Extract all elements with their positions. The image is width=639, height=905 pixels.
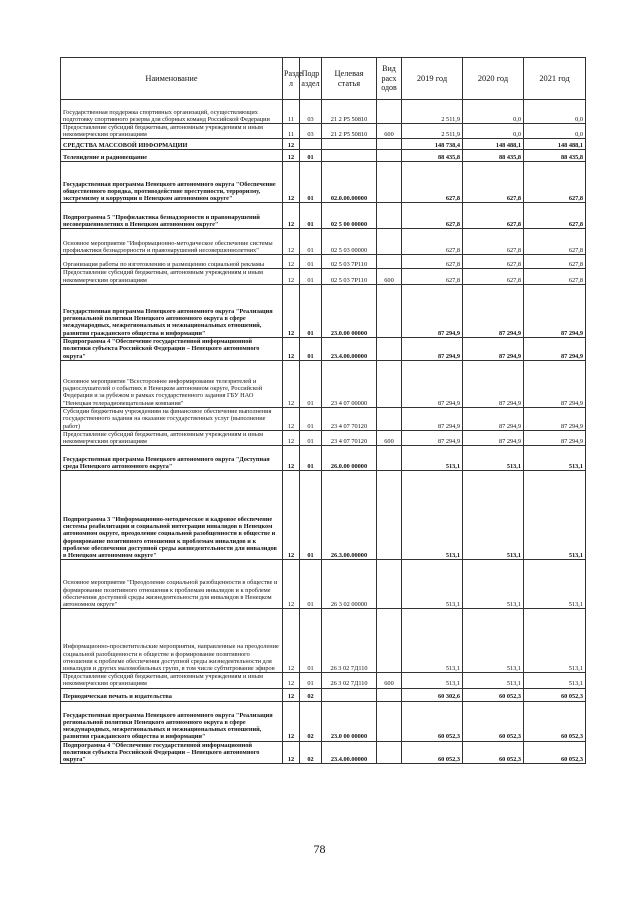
cell-pr: 02 [300, 688, 322, 701]
cell-cs: 23.4.00.00000 [322, 337, 377, 360]
cell-y2019: 87 294,9 [402, 284, 463, 337]
cell-pr: 01 [300, 150, 322, 162]
cell-y2020: 60 052,3 [463, 688, 524, 701]
cell-y2021: 513,1 [524, 673, 586, 688]
cell-pr: 01 [300, 609, 322, 673]
cell-rz: 11 [283, 124, 300, 139]
table-row [61, 688, 586, 701]
cell-y2020: 513,1 [463, 560, 524, 609]
table-row [61, 673, 586, 688]
cell-rz: 12 [283, 255, 300, 269]
cell-vr [377, 407, 402, 430]
cell-pr [300, 139, 322, 150]
cell-cs: 02 5 03 00000 [322, 229, 377, 255]
cell-y2019: 513,1 [402, 471, 463, 560]
cell-pr: 01 [300, 407, 322, 430]
cell-rz: 12 [283, 284, 300, 337]
cell-vr: 600 [377, 124, 402, 139]
cell-pr: 01 [300, 446, 322, 471]
header-section: Разде л [283, 58, 300, 100]
cell-name: Предоставление субсидий бюджетным, автономным учреждениям и иным некоммерческим организациям [61, 673, 283, 688]
cell-vr [377, 688, 402, 701]
cell-y2021: 0,0 [524, 124, 586, 139]
table-row [61, 609, 586, 673]
cell-y2020: 87 294,9 [463, 360, 524, 407]
cell-rz: 12 [283, 673, 300, 688]
table-row [61, 741, 586, 764]
cell-pr: 02 [300, 701, 322, 741]
cell-y2020: 627,8 [463, 162, 524, 203]
cell-y2021: 513,1 [524, 471, 586, 560]
cell-name: Организация работы по изготовлению и размещению социальной рекламы [61, 255, 283, 269]
cell-y2021: 87 294,9 [524, 407, 586, 430]
header-target: Целевая статья [322, 58, 377, 100]
cell-name: Предоставление субсидий бюджетным, автономным учреждениям и иным некоммерческим организациям [61, 269, 283, 284]
cell-y2020: 148 488,1 [463, 139, 524, 150]
cell-vr [377, 741, 402, 764]
table-row [61, 100, 586, 124]
cell-name: Подпрограмма 3 "Информационно-методическое и кадровое обеспечение системы реабилитации и социальной интеграции инвалидов в Ненецком автономном округе, преодоление социальной разобщенности в обществе и формирование позитивного отношения к проблемам инвалидов и к проблеме обеспечения доступной среды жизнедеятельности для инвалидов в Ненецком автономном округе" [61, 471, 283, 560]
cell-rz: 12 [283, 150, 300, 162]
table-row [61, 430, 586, 445]
cell-pr: 01 [300, 471, 322, 560]
cell-y2019: 2 511,9 [402, 100, 463, 124]
cell-y2020: 627,8 [463, 269, 524, 284]
budget-table [60, 57, 586, 764]
cell-pr: 01 [300, 229, 322, 255]
cell-y2021: 627,8 [524, 162, 586, 203]
cell-y2019: 513,1 [402, 446, 463, 471]
header-subsection: Подр аздел [300, 58, 322, 100]
table-row [61, 269, 586, 284]
cell-y2019: 60 052,3 [402, 701, 463, 741]
cell-y2019: 513,1 [402, 560, 463, 609]
cell-name: Подпрограмма 4 "Обеспечение государственной информационной политики субъекта Российской Федерации – Ненецкого автономного округа" [61, 337, 283, 360]
cell-rz: 12 [283, 688, 300, 701]
cell-rz: 12 [283, 337, 300, 360]
table-row [61, 407, 586, 430]
cell-y2019: 60 302,6 [402, 688, 463, 701]
cell-name: Подпрограмма 4 "Обеспечение государственной информационной политики субъекта Российской Федерации – Ненецкого автономного округа" [61, 741, 283, 764]
cell-y2021: 0,0 [524, 100, 586, 124]
cell-y2020: 627,8 [463, 203, 524, 229]
cell-y2020: 0,0 [463, 124, 524, 139]
cell-pr: 01 [300, 255, 322, 269]
cell-cs: 23.0.00 00000 [322, 284, 377, 337]
cell-y2019: 148 738,4 [402, 139, 463, 150]
table-row [61, 284, 586, 337]
cell-y2020: 87 294,9 [463, 284, 524, 337]
cell-cs: 26.0.00 00000 [322, 446, 377, 471]
cell-rz: 12 [283, 360, 300, 407]
cell-cs: 26 3 02 7Д110 [322, 673, 377, 688]
cell-y2020: 513,1 [463, 673, 524, 688]
cell-rz: 12 [283, 701, 300, 741]
cell-vr [377, 139, 402, 150]
cell-y2020: 513,1 [463, 609, 524, 673]
cell-vr [377, 150, 402, 162]
cell-vr [377, 337, 402, 360]
cell-cs: 21 2 P5 50810 [322, 100, 377, 124]
cell-y2021: 513,1 [524, 560, 586, 609]
cell-y2020: 60 052,3 [463, 701, 524, 741]
cell-name: Предоставление субсидий бюджетным, автономным учреждениям и иным некоммерческим организациям [61, 124, 283, 139]
cell-pr: 03 [300, 124, 322, 139]
cell-y2020: 88 435,8 [463, 150, 524, 162]
cell-cs: 02 5 00 00000 [322, 203, 377, 229]
cell-vr [377, 100, 402, 124]
table-row [61, 124, 586, 139]
cell-y2019: 513,1 [402, 609, 463, 673]
header-2021: 2021 год [524, 58, 586, 100]
cell-y2019: 87 294,9 [402, 337, 463, 360]
cell-vr: 600 [377, 673, 402, 688]
cell-y2021: 88 435,8 [524, 150, 586, 162]
cell-rz: 12 [283, 446, 300, 471]
cell-y2019: 627,8 [402, 229, 463, 255]
cell-name: Основное мероприятие "Информационно-методическое обеспечение системы профилактики безнадзорности и правонарушений несовершеннолетних" [61, 229, 283, 255]
table-body [61, 100, 586, 764]
cell-y2021: 513,1 [524, 609, 586, 673]
cell-cs: 23 4 07 70120 [322, 407, 377, 430]
cell-y2021: 60 052,3 [524, 688, 586, 701]
cell-vr [377, 446, 402, 471]
cell-y2019: 87 294,9 [402, 360, 463, 407]
cell-name: Государственная программа Ненецкого автономного округа "Доступная среда Ненецкого автономного округа" [61, 446, 283, 471]
cell-cs: 23 4 07 00000 [322, 360, 377, 407]
cell-pr: 01 [300, 673, 322, 688]
cell-y2021: 60 052,3 [524, 741, 586, 764]
cell-pr: 01 [300, 203, 322, 229]
cell-y2021: 627,8 [524, 229, 586, 255]
cell-name: Подпрограмма 5 "Профилактика безнадзорности и правонарушений несовершеннолетних в Ненецком автономном округе" [61, 203, 283, 229]
cell-name: Основное мероприятие "Преодоление социальной разобщенности в обществе и формирование позитивного отношения к проблемам инвалидов и к проблеме обеспечения доступной среды жизнедеятельности для инвалидов в Ненецком автономном округе" [61, 560, 283, 609]
cell-cs [322, 688, 377, 701]
cell-y2020: 60 052,3 [463, 741, 524, 764]
cell-cs: 23.4.00.00000 [322, 741, 377, 764]
cell-y2021: 87 294,9 [524, 337, 586, 360]
cell-rz: 12 [283, 560, 300, 609]
cell-name: Периодическая печать и издательства [61, 688, 283, 701]
cell-vr: 600 [377, 430, 402, 445]
cell-y2021: 627,8 [524, 203, 586, 229]
cell-y2020: 627,8 [463, 229, 524, 255]
cell-cs: 26 3 02 7Д110 [322, 609, 377, 673]
cell-name: Государственная программа Ненецкого автономного округа "Реализация региональной политики Ненецкого автономного округа в сфере международных, межрегиональных и межнациональных отношений, развития гражданского общества и информации" [61, 284, 283, 337]
cell-pr: 01 [300, 269, 322, 284]
cell-y2021: 87 294,9 [524, 360, 586, 407]
cell-vr [377, 471, 402, 560]
cell-cs: 21 2 P5 50810 [322, 124, 377, 139]
cell-pr: 01 [300, 430, 322, 445]
cell-vr [377, 609, 402, 673]
cell-vr: 600 [377, 269, 402, 284]
cell-y2019: 627,8 [402, 162, 463, 203]
cell-y2020: 87 294,9 [463, 337, 524, 360]
cell-rz: 12 [283, 609, 300, 673]
cell-rz: 12 [283, 741, 300, 764]
cell-vr [377, 560, 402, 609]
cell-cs: 26 3 02 00000 [322, 560, 377, 609]
cell-pr: 01 [300, 337, 322, 360]
cell-y2019: 60 052,3 [402, 741, 463, 764]
cell-cs: 02.0.00.00000 [322, 162, 377, 203]
cell-pr: 02 [300, 741, 322, 764]
table-row [61, 162, 586, 203]
cell-y2019: 513,1 [402, 673, 463, 688]
cell-cs: 02 5 03 7P110 [322, 255, 377, 269]
cell-vr [377, 360, 402, 407]
cell-name: Государственная поддержка спортивных организаций, осуществляющих подготовку спортивного резерва для сборных команд Российской Федерации [61, 100, 283, 124]
cell-vr [377, 701, 402, 741]
table-row [61, 471, 586, 560]
cell-y2019: 87 294,9 [402, 430, 463, 445]
cell-cs [322, 139, 377, 150]
header-expense-type: Вид расх одов [377, 58, 402, 100]
table-row [61, 701, 586, 741]
cell-y2021: 87 294,9 [524, 430, 586, 445]
cell-y2021: 627,8 [524, 255, 586, 269]
cell-rz: 12 [283, 407, 300, 430]
cell-y2019: 87 294,9 [402, 407, 463, 430]
cell-y2020: 513,1 [463, 446, 524, 471]
cell-cs: 02 5 03 7P110 [322, 269, 377, 284]
cell-y2019: 627,8 [402, 255, 463, 269]
cell-vr [377, 229, 402, 255]
table-row [61, 229, 586, 255]
cell-rz: 12 [283, 162, 300, 203]
cell-y2020: 87 294,9 [463, 407, 524, 430]
cell-y2020: 513,1 [463, 471, 524, 560]
cell-y2019: 2 511,9 [402, 124, 463, 139]
table-row [61, 446, 586, 471]
header-2019: 2019 год [402, 58, 463, 100]
table-row [61, 560, 586, 609]
header-2020: 2020 год [463, 58, 524, 100]
cell-rz: 11 [283, 100, 300, 124]
cell-y2021: 513,1 [524, 446, 586, 471]
table-row [61, 255, 586, 269]
cell-name: Основное мероприятие "Всестороннее информирование телезрителей и радиослушателей о событиях в Ненецком автономном округе, Российской Федерации и за рубежом в рамках государственного задания ГБУ НАО "Ненецкая телерадиовещательная компания" [61, 360, 283, 407]
cell-pr: 01 [300, 284, 322, 337]
page-number: 78 [313, 842, 326, 856]
cell-name: Информационно-просветительские мероприятия, направленные на преодоление социальной разобщенности в обществе и формирование позитивного отношения к проблеме обеспечения доступной среды жизнедеятельности для инвалидов и других маломобильных групп, в том числе субтитрование эфиров [61, 609, 283, 673]
cell-cs: 26.3.00.00000 [322, 471, 377, 560]
cell-rz: 12 [283, 203, 300, 229]
cell-name: Государственная программа Ненецкого автономного округа "Реализация региональной политики Ненецкого автономного округа в сфере международных, межрегиональных и межнациональных отношений, развития гражданского общества и информации" [61, 701, 283, 741]
cell-pr: 03 [300, 100, 322, 124]
cell-vr [377, 162, 402, 203]
cell-y2020: 627,8 [463, 255, 524, 269]
table-row [61, 150, 586, 162]
cell-vr [377, 255, 402, 269]
cell-y2020: 0,0 [463, 100, 524, 124]
cell-cs: 23 4 07 70120 [322, 430, 377, 445]
cell-y2019: 88 435,8 [402, 150, 463, 162]
cell-name: Государственная программа Ненецкого автономного округа "Обеспечение общественного порядка, противодействие преступности, терроризму, экстремизму и коррупции в Ненецком автономном округе" [61, 162, 283, 203]
cell-cs: 23.0 00 00000 [322, 701, 377, 741]
table-row [61, 360, 586, 407]
cell-y2021: 627,8 [524, 269, 586, 284]
cell-rz: 12 [283, 229, 300, 255]
cell-y2021: 87 294,9 [524, 284, 586, 337]
cell-name: СРЕДСТВА МАССОВОЙ ИНФОРМАЦИИ [61, 139, 283, 150]
table-header-row [61, 58, 586, 100]
header-name: Наименование [61, 58, 283, 100]
table-row [61, 139, 586, 150]
cell-name: Субсидии бюджетным учреждениям на финансовое обеспечение выполнения государственного задания на оказание государственных услуг (выполнение работ) [61, 407, 283, 430]
cell-rz: 12 [283, 471, 300, 560]
cell-y2019: 627,8 [402, 203, 463, 229]
cell-name: Предоставление субсидий бюджетным, автономным учреждениям и иным некоммерческим организациям [61, 430, 283, 445]
cell-pr: 01 [300, 162, 322, 203]
table-row [61, 337, 586, 360]
cell-y2021: 60 052,3 [524, 701, 586, 741]
cell-rz: 12 [283, 139, 300, 150]
cell-pr: 01 [300, 360, 322, 407]
cell-pr: 01 [300, 560, 322, 609]
cell-rz: 12 [283, 269, 300, 284]
table-row [61, 203, 586, 229]
cell-rz: 12 [283, 430, 300, 445]
cell-vr [377, 203, 402, 229]
cell-y2021: 148 488,1 [524, 139, 586, 150]
cell-vr [377, 284, 402, 337]
cell-cs [322, 150, 377, 162]
cell-y2019: 627,8 [402, 269, 463, 284]
cell-y2020: 87 294,9 [463, 430, 524, 445]
cell-name: Телевидение и радиовещание [61, 150, 283, 162]
